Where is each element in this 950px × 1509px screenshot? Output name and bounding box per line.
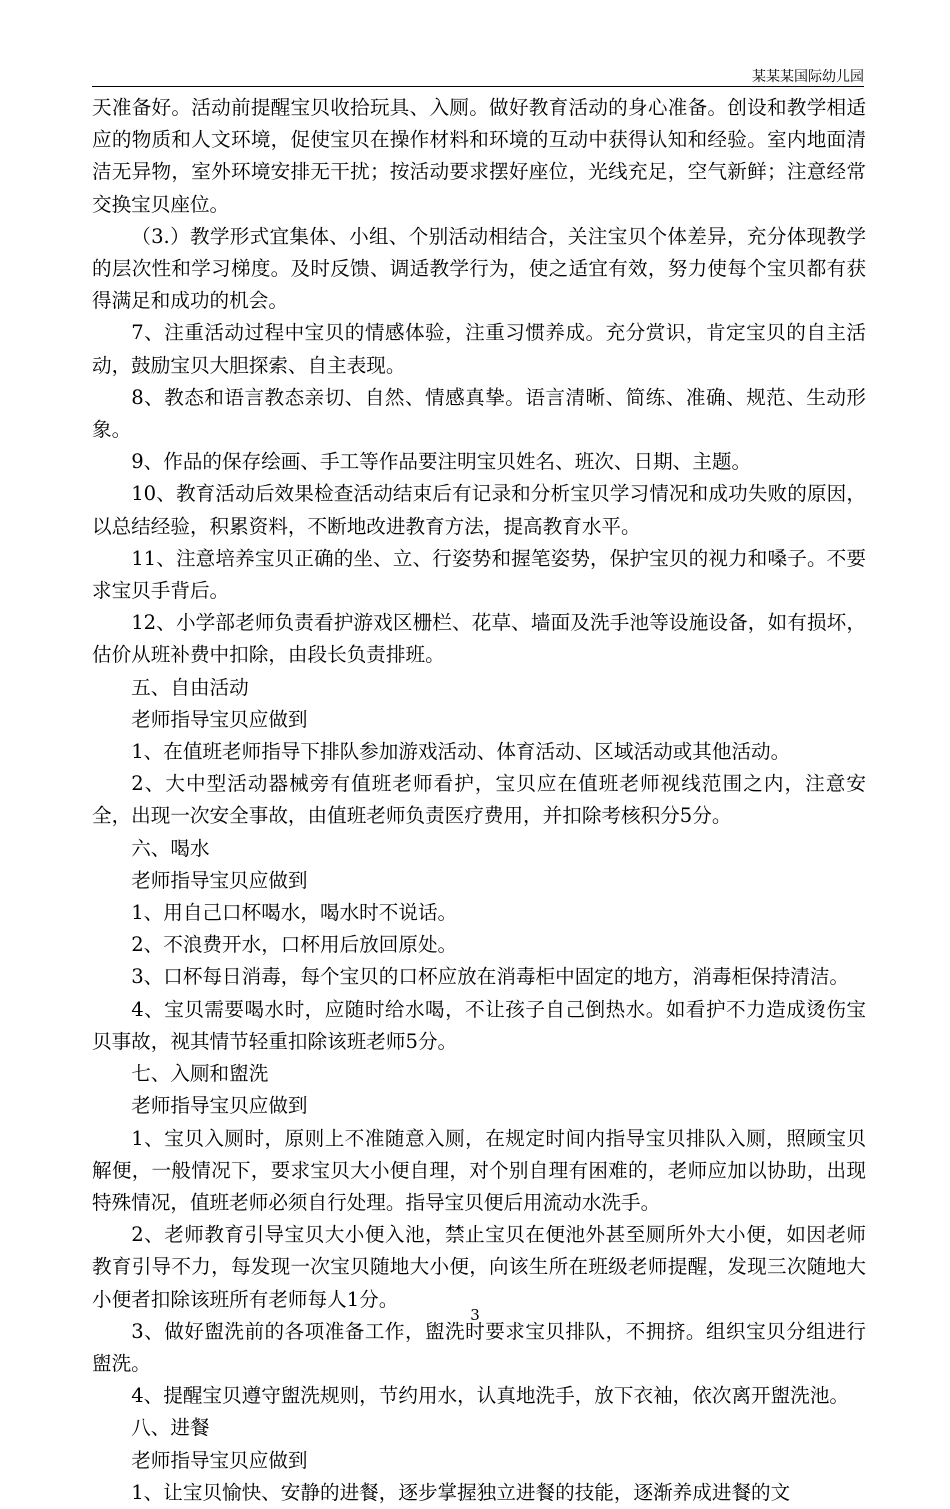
body-paragraph: 7、注重活动过程中宝贝的情感体验，注重习惯养成。充分赏识，肯定宝贝的自主活动，鼓励宝贝大胆探索、自主表现。	[92, 321, 866, 377]
body-paragraph: 1、用自己口杯喝水，喝水时不说话。	[131, 901, 458, 925]
body-paragraph: 老师指导宝贝应做到	[131, 1094, 308, 1118]
body-paragraph: 七、入厕和盥洗	[131, 1062, 269, 1086]
body-paragraph: 2、大中型活动器械旁有值班老师看护，宝贝应在值班老师视线范围之内，注意安全，出现一次安全事故，由值班老师负责医疗费用，并扣除考核积分5分。	[92, 772, 866, 828]
body-paragraph: 1、在值班老师指导下排队参加游戏活动、体育活动、区域活动或其他活动。	[131, 740, 791, 764]
body-paragraph: 老师指导宝贝应做到	[131, 868, 308, 892]
header-rule	[92, 86, 864, 87]
body-paragraph: 12、小学部老师负责看护游戏区栅栏、花草、墙面及洗手池等设施设备，如有损坏，估价从班补费中扣除，由段长负责排班。	[92, 611, 866, 667]
body-paragraph: 五、自由活动	[131, 675, 249, 699]
body-paragraph: 8、教态和语言教态亲切、自然、情感真挚。语言清晰、简练、准确、规范、生动形象。	[92, 385, 866, 442]
body-paragraph: 1、让宝贝愉快、安静的进餐，逐步掌握独立进餐的技能，逐渐养成进餐的文	[131, 1480, 791, 1504]
body-paragraph: 11、注意培养宝贝正确的坐、立、行姿势和握笔姿势，保护宝贝的视力和嗓子。不要求宝贝手背后。	[92, 546, 866, 603]
body-paragraph: 4、提醒宝贝遵守盥洗规则，节约用水，认真地洗手，放下衣袖，依次离开盥洗池。	[131, 1384, 850, 1408]
body-paragraph: 2、老师教育引导宝贝大小便入池，禁止宝贝在便池外甚至厕所外大小便，如因老师教育引导不力，每发现一次宝贝随地大小便，向该生所在班级老师提醒，发现三次随地大小便者扣除该班所有老师每人1分。	[92, 1223, 866, 1311]
body-paragraph: 老师指导宝贝应做到	[131, 1448, 308, 1472]
body-paragraph: （3.）教学形式宜集体、小组、个别活动相结合，关注宝贝个体差异，充分体现教学的层次性和学习梯度。及时反馈、调适教学行为，使之适宜有效，努力使每个宝贝都有获得满足和成功的机会。	[92, 224, 866, 313]
body-paragraph: 八、进餐	[131, 1416, 210, 1440]
document-body	[92, 92, 866, 1509]
page-number: 3	[470, 1306, 480, 1324]
body-paragraph: 3、做好盥洗前的各项准备工作，盥洗时要求宝贝排队，不拥挤。组织宝贝分组进行盥洗。	[92, 1319, 866, 1375]
body-paragraph: 10、教育活动后效果检查活动结束后有记录和分析宝贝学习情况和成功失败的原因，以总结经验，积累资料，不断地改进教育方法，提高教育水平。	[92, 482, 866, 538]
body-paragraph: 天准备好。活动前提醒宝贝收拾玩具、入厕。做好教育活动的身心准备。创设和教学相适应的物质和人文环境，促使宝贝在操作材料和环境的互动中获得认知和经验。室内地面清洁无异物，室外环境安排无干扰；按活动要求摆好座位，光线充足，空气新鲜；注意经常交换宝贝座位。	[92, 96, 866, 216]
body-paragraph: 3、口杯每日消毒，每个宝贝的口杯应放在消毒柜中固定的地方，消毒柜保持清洁。	[131, 965, 850, 989]
body-paragraph: 1、宝贝入厕时，原则上不准随意入厕，在规定时间内指导宝贝排队入厕，照顾宝贝解便，一般情况下，要求宝贝大小便自理，对个别自理有困难的，老师应加以协助，出现特殊情况，值班老师必须自行处理。指导宝贝便后用流动水洗手。	[92, 1126, 866, 1214]
body-paragraph: 老师指导宝贝应做到	[131, 707, 308, 731]
body-paragraph: 六、喝水	[131, 836, 210, 860]
body-paragraph: 2、不浪费开水，口杯用后放回原处。	[131, 933, 458, 957]
body-paragraph: 9、作品的保存绘画、手工等作品要注明宝贝姓名、班次、日期、主题。	[131, 450, 752, 474]
header-org-name: 某某某国际幼儿园	[752, 69, 864, 85]
body-paragraph: 4、宝贝需要喝水时，应随时给水喝，不让孩子自己倒热水。如看护不力造成烫伤宝贝事故，视其情节轻重扣除该班老师5分。	[92, 997, 866, 1053]
